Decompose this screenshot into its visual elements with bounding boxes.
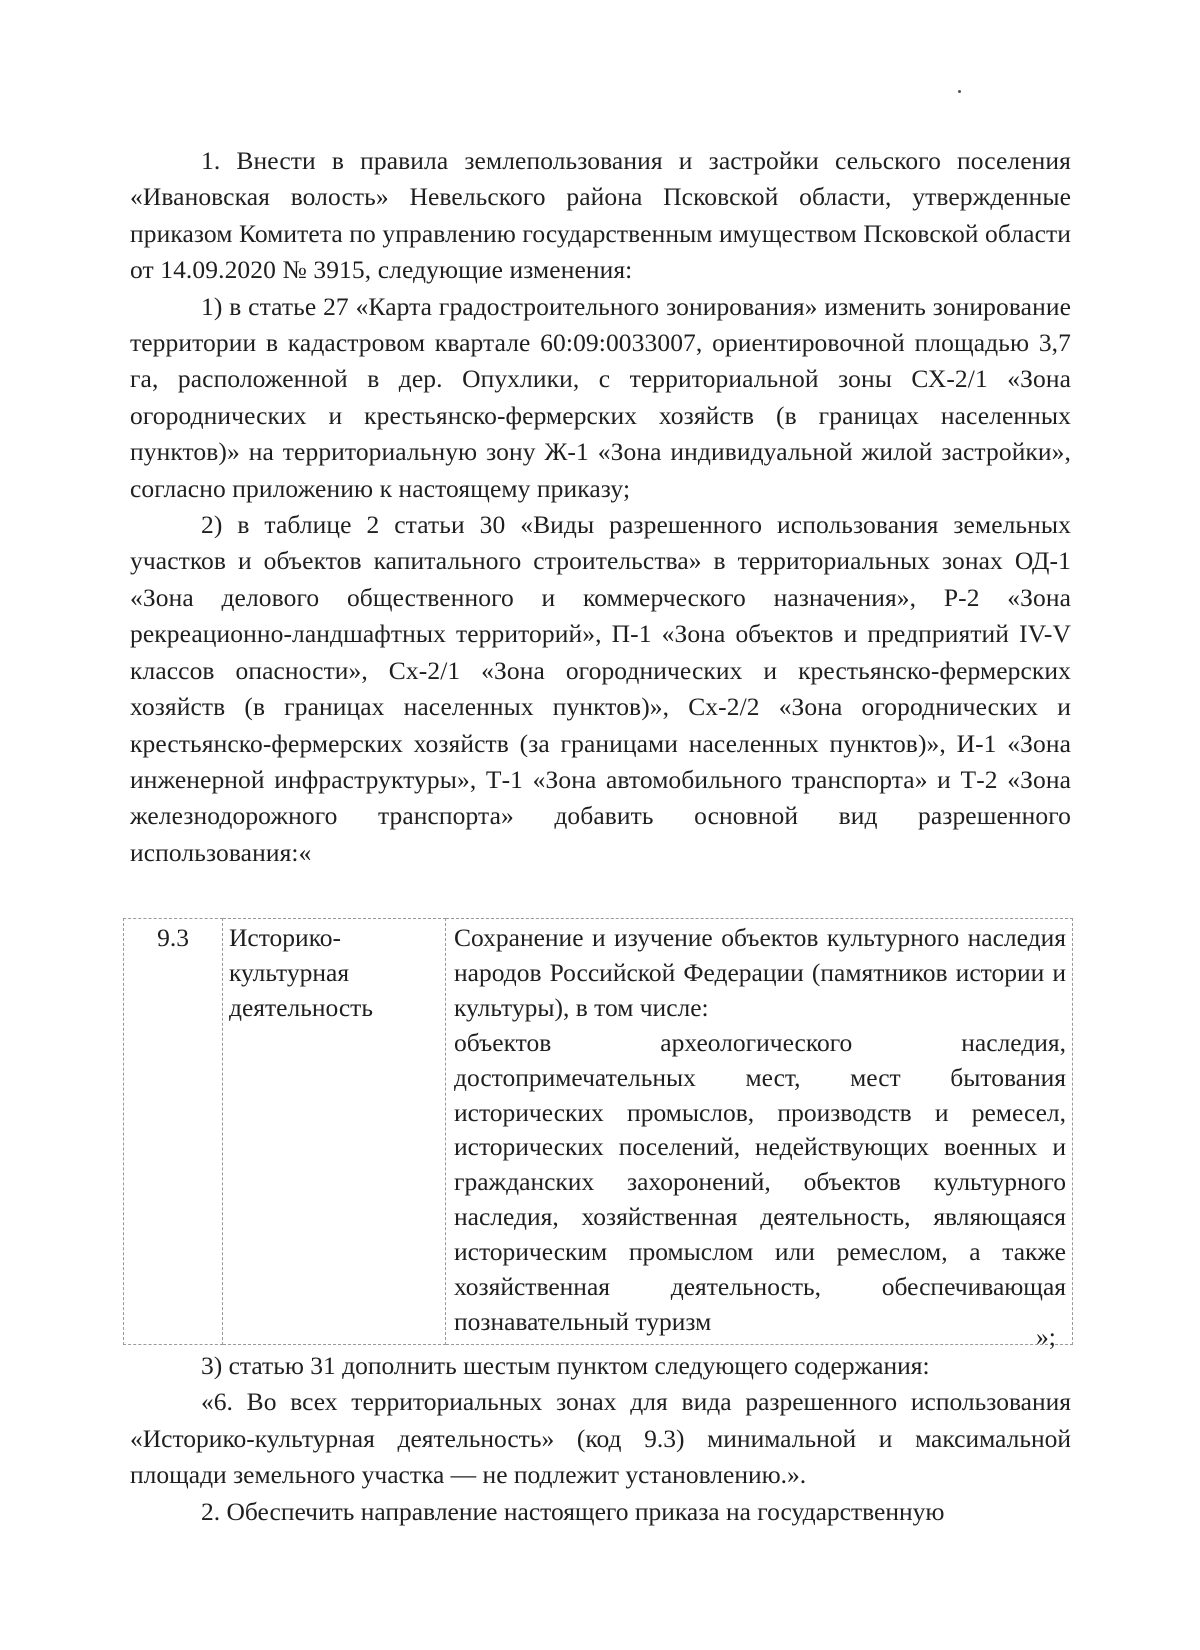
closing-quote: »; — [1036, 1322, 1056, 1351]
paragraph-1: 1. Внести в правила землепользования и застройки сельского поселения «Ивановская волость» Невельского района Псковской области, утвержденные приказом Комитета по управлению государственным имуществом Псковской области от 14.09.2020 № 3915, следующие изменения: — [130, 146, 1071, 285]
paragraph-item-3: 3) статью 31 дополнить шестым пунктом следующего содержания: — [201, 1351, 930, 1380]
description-part-1: Сохранение и изучение объектов культурного наследия народов Российской Федерации (памятников истории и культуры), в том числе: — [454, 923, 1066, 1022]
body-text-bottom — [130, 1348, 1071, 1530]
paragraph-2: 2. Обеспечить направление настоящего приказа на государственную — [201, 1496, 945, 1526]
land-use-table — [123, 918, 1073, 1345]
table-cell-name: Историко-культурная деятельность — [223, 919, 446, 1345]
scan-speck — [958, 90, 961, 93]
body-text-top — [130, 143, 1071, 871]
table-cell-description — [446, 919, 1073, 1345]
paragraph-item-2: 2) в таблице 2 статьи 30 «Виды разрешенного использования земельных участков и объектов капитального строительства» в территориальных зонах ОД-1 «Зона делового общественного и коммерческого назначения», Р-2 «Зона рекреационно-ландшафтных территорий», П-1 «Зона объектов и предприятий IV-V классов опасности», Сх-2/1 «Зона огороднических и крестьянско-фермерских хозяйств (в границах населенных пунктов)», Сх-2/2 «Зона огороднических и крестьянско-фермерских хозяйств (за границами населенных пунктов)», И-1 «Зона инженерной инфраструктуры», Т-1 «Зона автомобильного транспорта» и Т-2 «Зона железнодорожного транспорта» добавить основной вид разрешенного использования:« — [130, 510, 1071, 867]
table-row — [124, 919, 1073, 1345]
description-part-2: объектов археологического наследия, достопримечательных мест, мест бытования исторических промыслов, производств и ремесел, исторических поселений, недействующих военных и гражданских захоронений, объектов культурного наследия, хозяйственная деятельность, являющаяся историческим промыслом или ремеслом, а также хозяйственная деятельность, обеспечивающая познавательный туризм — [454, 1027, 1066, 1336]
paragraph-item-1: 1) в статье 27 «Карта градостроительного зонирования» изменить зонирование территории в кадастровом квартале 60:09:0033007, ориентировочной площадью 3,7 га, расположенной в дер. Опухлики, с территориальной зоны СХ-2/1 «Зона огороднических и крестьянско-фермерских хозяйств (в границах населенных пунктов)» на территориальную зону Ж-1 «Зона индивидуальной жилой застройки», согласно приложению к настоящему приказу; — [130, 291, 1071, 503]
paragraph-quote-6: «6. Во всех территориальных зонах для вида разрешенного использования «Историко-культурная деятельность» (код 9.3) минимальной и максимальной площади земельного участка — не подлежит установлению.». — [130, 1387, 1071, 1490]
table-cell-code: 9.3 — [124, 919, 223, 1345]
